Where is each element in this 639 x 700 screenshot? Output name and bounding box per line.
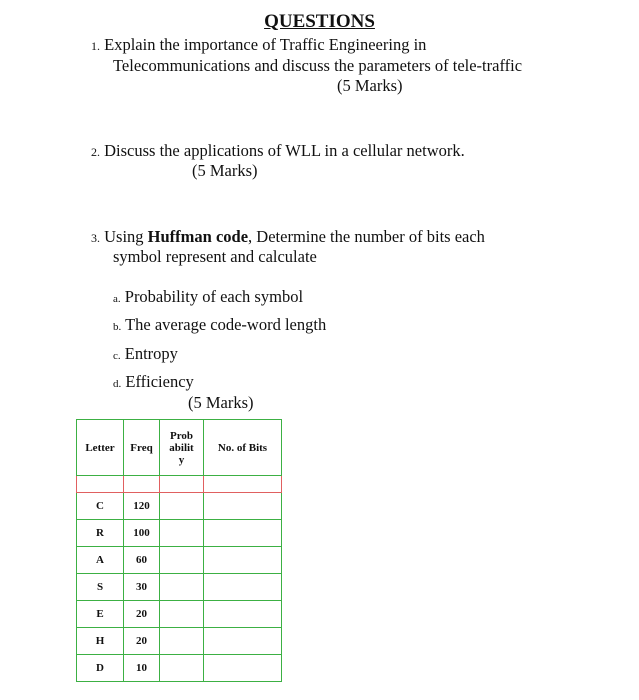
probability-cell [160,601,204,628]
blank-cell [124,476,160,493]
bits-cell [204,574,282,601]
header-prob-line-2: abilit [169,441,194,454]
letter-cell: C [77,493,124,520]
header-prob-line-3: y [178,453,185,466]
bits-cell [204,520,282,547]
question-1-number: 1. [91,39,100,53]
header-letter: Letter [77,420,124,476]
probability-cell [160,520,204,547]
bits-cell [204,547,282,574]
table-row [77,520,282,547]
subpart-b-label: b. [113,321,122,333]
subpart-d-text: Efficiency [125,372,194,391]
question-2-line-1 [91,140,465,163]
table-row [77,574,282,601]
table-header-row [77,420,282,476]
table-row [77,601,282,628]
question-3-number: 3. [91,231,100,245]
freq-cell: 20 [124,601,160,628]
letter-cell: A [77,547,124,574]
header-freq: Freq [124,420,160,476]
question-3-text-pre: Using [104,227,148,246]
table-row [77,628,282,655]
letter-cell: D [77,655,124,682]
blank-cell [160,476,204,493]
freq-cell: 100 [124,520,160,547]
probability-cell [160,493,204,520]
subpart-a [113,287,303,307]
bits-cell [204,493,282,520]
blank-cell [77,476,124,493]
blank-cell [204,476,282,493]
question-2-marks: (5 Marks) [192,161,258,180]
question-1-line-2: Telecommunications and discuss the parameters of tele-traffic [113,56,523,75]
subpart-d-label: d. [113,378,122,390]
subpart-c [113,344,178,364]
subpart-b-text: The average code-word length [125,315,327,334]
letter-cell: R [77,520,124,547]
freq-cell: 30 [124,574,160,601]
subpart-b [113,315,326,335]
question-2-text-1: Discuss the applications of WLL in a cellular network. [104,141,465,160]
question-3-marks: (5 Marks) [188,393,254,412]
bits-cell [204,655,282,682]
header-prob-line-1: Prob [169,429,194,442]
probability-cell [160,655,204,682]
question-3-line-2: symbol represent and calculate [113,247,317,266]
subpart-d [113,372,194,392]
subpart-a-text: Probability of each symbol [124,287,304,306]
question-3-text-bold: Huffman code [147,227,249,246]
question-1-line-1 [91,34,426,57]
question-2-number: 2. [91,145,100,159]
header-bits: No. of Bits [204,420,282,476]
question-1-text-1: Explain the importance of Traffic Engineering in [104,35,427,54]
letter-cell: H [77,628,124,655]
freq-cell: 60 [124,547,160,574]
bits-cell [204,628,282,655]
subpart-c-text: Entropy [124,344,178,363]
huffman-table [76,419,282,682]
subpart-c-label: c. [113,350,121,362]
question-3-text-post: , Determine the number of bits each [248,227,485,246]
table-row [77,655,282,682]
freq-cell: 20 [124,628,160,655]
probability-cell [160,628,204,655]
question-1-marks: (5 Marks) [337,76,403,95]
table-row [77,547,282,574]
page-title: QUESTIONS [264,11,375,32]
letter-cell: E [77,601,124,628]
table-blank-row [77,476,282,493]
freq-cell: 120 [124,493,160,520]
table-row [77,493,282,520]
bits-cell [204,601,282,628]
subpart-a-label: a. [113,293,121,305]
header-probability [160,420,204,476]
probability-cell [160,547,204,574]
letter-cell: S [77,574,124,601]
freq-cell: 10 [124,655,160,682]
probability-cell [160,574,204,601]
